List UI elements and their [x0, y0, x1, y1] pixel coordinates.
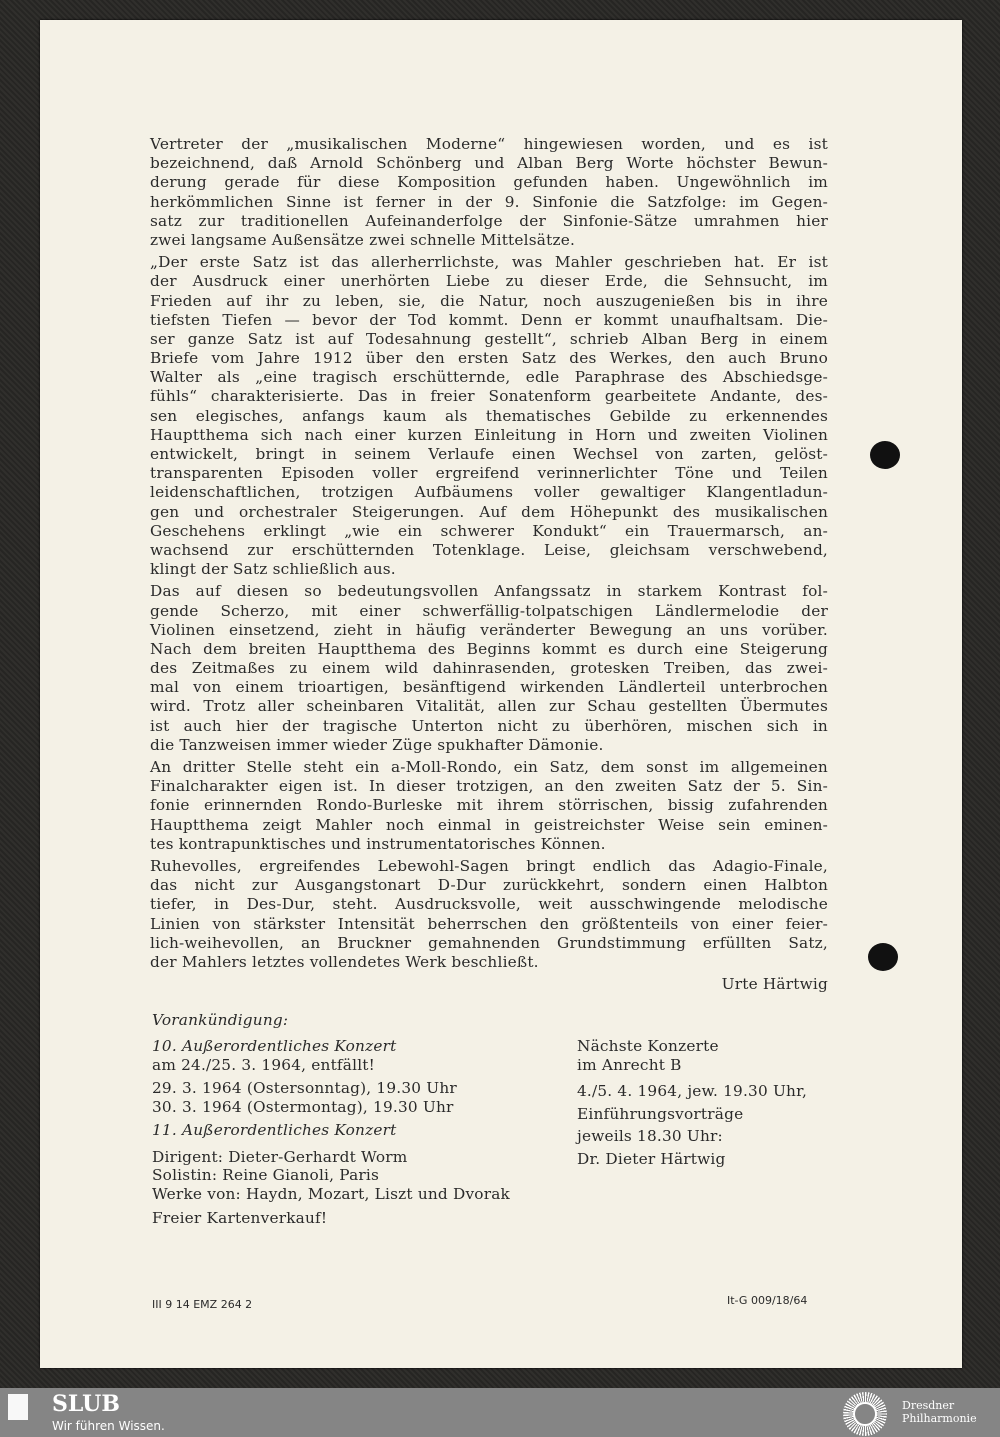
text-line: zwei langsame Außensätze zwei schnelle Mittelsätze.	[150, 230, 576, 249]
text-line: das nicht zur Ausgangstonart D-Dur zurückkehrt, sondern einen Halbton	[150, 876, 828, 895]
concert-date: 29. 3. 1964 (Ostersonntag), 19.30 Uhr	[152, 1079, 457, 1097]
text-line: Das auf diesen so bedeutungsvollen Anfangssatz in starkem Kontrast fol-	[150, 582, 828, 601]
slub-tagline: Wir führen Wissen.	[52, 1419, 165, 1433]
text-line: An dritter Stelle steht ein a-Moll-Rondo, ein Satz, dem sonst im allgemeinen	[150, 758, 828, 776]
philharmonie-logo[interactable]	[902, 1399, 977, 1425]
text-line: wachsend zur erschütternden Totenklage. Leise, gleichsam verschwebend,	[150, 540, 828, 559]
punch-hole	[870, 441, 900, 469]
text-line: Frieden auf ihr zu leben, sie, die Natur, noch auszugenießen bis in ihre	[150, 291, 828, 310]
paragraph	[150, 135, 828, 250]
next-concerts-subtitle: im Anrecht B	[577, 1055, 682, 1074]
text-line: tiefer, in Des-Dur, steht. Ausdrucksvolle, weit ausschwingende melodische	[150, 895, 828, 914]
intro-time: jeweils 18.30 Uhr:	[577, 1127, 723, 1145]
text-line: wird. Trotz aller scheinbaren Vitalität, allen zur Schau gestellten Übermutes	[150, 697, 828, 716]
text-line: Walter als „eine tragisch erschütternde, edle Paraphrase des Abschiedsge-	[150, 368, 828, 387]
author-signature: Urte Härtwig	[721, 975, 828, 994]
text-line: die Tanzweisen immer wieder Züge spukhafter Dämonie.	[150, 735, 604, 754]
text-line: entwickelt, bringt in seinem Verlaufe einen Wechsel von zarten, gelöst-	[150, 445, 828, 463]
text-line: Finalcharakter eigen ist. In dieser trotzigen, an den zweiten Satz der 5. Sin-	[150, 777, 828, 796]
concert-10-title: 10. Außerordentliches Konzert	[152, 1037, 397, 1055]
partner-name-line2: Philharmonie	[902, 1412, 977, 1425]
intro-talks: Einführungsvorträge	[577, 1104, 744, 1123]
text-line: herkömmlichen Sinne ist ferner in der 9. Sinfonie die Satzfolge: im Gegen-	[150, 192, 828, 211]
print-code-left: III 9 14 EMZ 264 2	[152, 1298, 253, 1311]
text-line: leidenschaftlichen, trotzigen Aufbäumens voller gewaltiger Klangentladun-	[150, 483, 828, 502]
ticket-note: Freier Kartenverkauf!	[152, 1209, 328, 1227]
text-line: des Zeitmaßes zu einem wild dahinrasenden, grotesken Treiben, das zwei-	[150, 659, 828, 678]
philharmonie-logo-icon	[843, 1392, 887, 1436]
text-line: „Der erste Satz ist das allerherrlichste, was Mahler geschrieben hat. Er ist	[150, 253, 828, 272]
soloist: Solistin: Reine Gianoli, Paris	[152, 1166, 380, 1184]
text-line: gen und orchestraler Steigerungen. Auf dem Höhepunkt des musikalischen	[150, 502, 828, 521]
concert-date: 30. 3. 1964 (Ostermontag), 19.30 Uhr	[152, 1097, 454, 1116]
text-line: Hauptthema zeigt Mahler noch einmal in geistreichster Weise sein eminen-	[150, 815, 828, 834]
text-line: satz zur traditionellen Aufeinanderfolge der Sinfonie-Sätze umrahmen hier	[150, 211, 828, 230]
text-line: der Ausdruck einer unerhörten Liebe zu dieser Erde, die Sehnsucht, im	[150, 272, 828, 291]
next-concerts-dates: 4./5. 4. 1964, jew. 19.30 Uhr,	[577, 1082, 808, 1100]
text-line: bezeichnend, daß Arnold Schönberg und Alban Berg Worte höchster Bewun-	[150, 154, 828, 173]
paragraph	[150, 758, 828, 854]
slub-logo[interactable]: SLUB	[52, 1391, 120, 1417]
text-line: lich-weihevollen, an Bruckner gemahnenden Grundstimmung erfüllten Satz,	[150, 933, 828, 952]
concert-10-note: am 24./25. 3. 1964, entfällt!	[152, 1055, 375, 1074]
footer-bar	[0, 1388, 1000, 1437]
punch-hole	[868, 943, 898, 971]
text-line: sen elegisches, anfangs kaum als thematisches Gebilde zu erkennendes	[150, 406, 828, 425]
text-line: Ruhevolles, ergreifendes Lebewohl-Sagen bringt endlich das Adagio-Finale,	[150, 856, 828, 875]
intro-speaker: Dr. Dieter Härtwig	[577, 1149, 726, 1168]
print-code-right: It-G 009/18/64	[727, 1294, 808, 1307]
next-concerts-block	[577, 1037, 807, 1168]
text-line: mal von einem trioartigen, besänftigend wirkenden Ländlerteil unterbrochen	[150, 678, 828, 697]
text-line: Linien von stärkster Intensität beherrschen den größtenteils von einer feier-	[150, 914, 828, 933]
next-concerts-title: Nächste Konzerte	[577, 1037, 719, 1055]
partner-name-line1: Dresdner	[902, 1399, 955, 1412]
text-line: Vertreter der „musikalischen Moderne“ hingewiesen worden, und es ist	[150, 135, 828, 153]
paragraph	[150, 582, 828, 755]
text-line: ist auch hier der tragische Unterton nicht zu überhören, mischen sich in	[150, 716, 828, 735]
text-line: Geschehens erklingt „wie ein schwerer Kondukt“ ein Trauermarsch, an-	[150, 521, 828, 540]
text-line: Nach dem breiten Hauptthema des Beginns kommt es durch eine Steigerung	[150, 639, 828, 658]
text-line: tiefsten Tiefen — bevor der Tod kommt. Denn er kommt unaufhaltsam. Die-	[150, 310, 828, 329]
announcement-block	[152, 1037, 510, 1228]
text-line: Violinen einsetzend, zieht in häufig veränderter Bewegung an uns vorüber.	[150, 620, 828, 639]
text-line: Hauptthema sich nach einer kurzen Einleitung in Horn und zweiten Violinen	[150, 425, 828, 444]
text-line: fühls“ charakterisierte. Das in freier Sonatenform gearbeitete Andante, des-	[150, 387, 828, 406]
text-line: transparenten Episoden voller ergreifend verinnerlichter Töne und Teilen	[150, 464, 828, 483]
slub-book-icon	[8, 1394, 28, 1420]
text-line: der Mahlers letztes vollendetes Werk beschließt.	[150, 952, 539, 971]
works: Werke von: Haydn, Mozart, Liszt und Dvorak	[152, 1184, 510, 1203]
article-body	[150, 135, 828, 994]
text-line: klingt der Satz schließlich aus.	[150, 560, 396, 579]
paragraph	[150, 857, 828, 972]
text-line: derung gerade für diese Komposition gefunden haben. Ungewöhnlich im	[150, 173, 828, 192]
paragraph	[150, 253, 828, 579]
text-line: Briefe vom Jahre 1912 über den ersten Satz des Werkes, den auch Bruno	[150, 349, 828, 368]
text-line: ser ganze Satz ist auf Todesahnung gestellt“, schrieb Alban Berg in einem	[150, 329, 828, 348]
text-line: gende Scherzo, mit einer schwerfällig-tolpatschigen Ländlermelodie der	[150, 601, 828, 620]
concert-11-title: 11. Außerordentliches Konzert	[152, 1121, 397, 1139]
announcement-heading: Vorankündigung:	[152, 1011, 289, 1029]
conductor: Dirigent: Dieter-Gerhardt Worm	[152, 1147, 408, 1166]
text-line: tes kontrapunktisches und instrumentatorisches Können.	[150, 834, 606, 853]
text-line: fonie erinnernden Rondo-Burleske mit ihrem störrischen, bissig zufahrenden	[150, 796, 828, 815]
